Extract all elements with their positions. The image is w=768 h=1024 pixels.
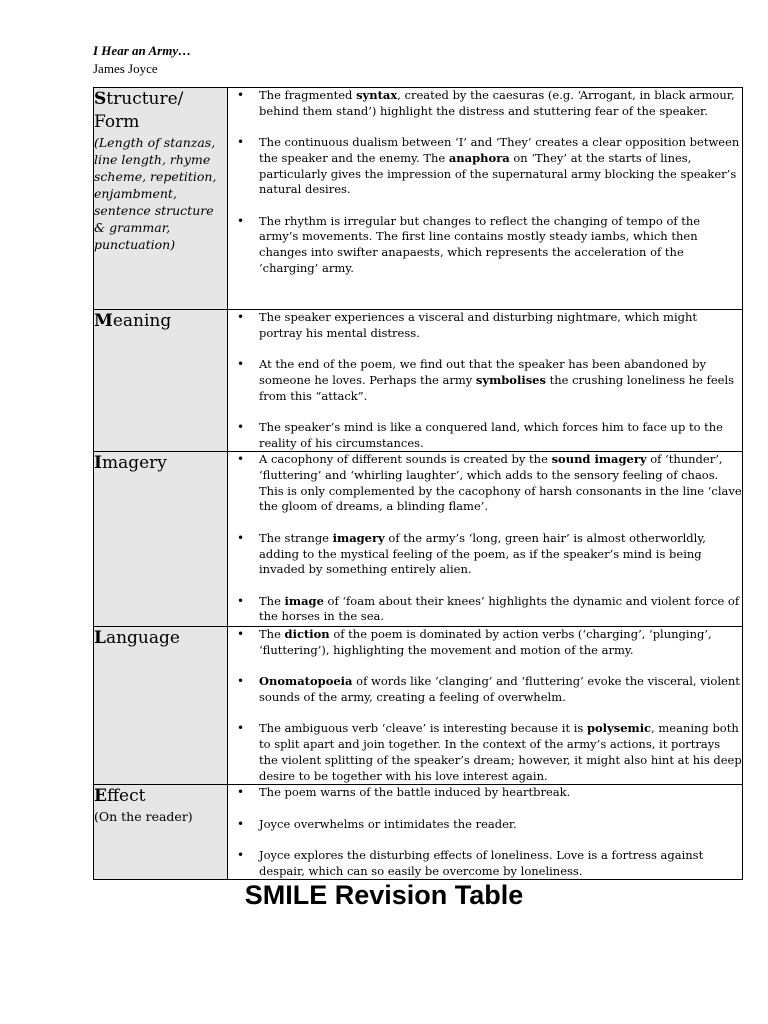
point-keyword: anaphora xyxy=(448,150,510,165)
point-keyword: polysemic xyxy=(586,721,652,736)
point-text: The strange xyxy=(259,530,333,545)
point-text: the crushing loneliness he feels from this “attack”. xyxy=(259,372,735,403)
list-item xyxy=(228,214,742,277)
table-row-imagery xyxy=(94,452,743,627)
label-cell-imagery xyxy=(94,452,228,627)
content-cell-imagery xyxy=(228,452,743,627)
point-text: The xyxy=(259,627,285,642)
label-meaning xyxy=(94,310,227,333)
table-row-structure xyxy=(94,88,743,310)
points-list xyxy=(228,627,742,784)
point-keyword: imagery xyxy=(332,530,385,545)
list-item xyxy=(228,135,742,198)
list-item xyxy=(228,420,742,451)
label-initial: L xyxy=(94,628,106,649)
point-text: of ‘foam about their knees’ highlights the dynamic and violent force of the horses in the sea. xyxy=(259,593,740,624)
table-row-effect xyxy=(94,785,743,880)
point-text: A cacophony of different sounds is created by the xyxy=(259,452,552,467)
poem-author: James Joyce xyxy=(93,61,158,76)
point-text: The continuous dualism between ‘I’ and ‘They’ creates a clear opposition between the speaker and the enemy. The xyxy=(259,135,740,165)
label-cell-structure xyxy=(94,88,228,310)
content-cell-structure xyxy=(228,88,743,310)
point-text: At the end of the poem, we find out that the speaker has been abandoned by someone he loves. Perhaps the army xyxy=(259,357,706,387)
list-item xyxy=(228,357,742,404)
page-title: SMILE Revision Table xyxy=(244,880,524,910)
list-item xyxy=(228,627,742,658)
content-cell-language xyxy=(228,627,743,785)
list-item xyxy=(228,674,742,705)
list-item xyxy=(228,848,742,879)
content-cell-effect xyxy=(228,785,743,880)
list-item xyxy=(228,310,742,341)
point-text: The speaker’s mind is like a conquered land, which forces him to face up to the reality of his circumstances. xyxy=(259,419,723,450)
smile-table xyxy=(93,87,743,880)
label-rest: ffect xyxy=(106,786,146,807)
list-item xyxy=(228,531,742,578)
label-cell-language xyxy=(94,627,228,785)
list-item xyxy=(228,785,742,801)
label-rest: tructure/ xyxy=(106,89,184,109)
label-rest: eaning xyxy=(112,311,172,331)
table-row-meaning xyxy=(94,310,743,452)
label-rest: anguage xyxy=(105,628,180,649)
label-structure-line2: Form xyxy=(94,112,140,132)
point-text: of words like ‘clanging’ and ‘fluttering’ evoke the visceral, violent sounds of the army, creating a feeling of overwhelm. xyxy=(259,674,740,705)
point-text: The rhythm is irregular but changes to reflect the changing of tempo of the army’s movements. The first line contains mostly steady iambs, which then changes into swifter anapaests, which represents the acceleration of the ‘charging’ army. xyxy=(259,213,701,275)
point-text: The ambiguous verb ‘cleave’ is interesting because it is xyxy=(259,721,587,736)
list-item xyxy=(228,721,742,784)
poem-title: I Hear an Army… xyxy=(93,43,192,58)
label-cell-effect xyxy=(94,785,228,880)
label-imagery xyxy=(94,452,227,475)
list-item xyxy=(228,88,742,119)
points-list xyxy=(228,88,742,276)
point-text: Joyce overwhelms or intimidates the reader. xyxy=(259,816,517,831)
point-text: of the poem is dominated by action verbs (‘charging’, ‘plunging’, ‘fluttering’), highlighting the movement and motion of the army. xyxy=(259,627,712,657)
point-text: , meaning both to split apart and join together. In the context of the army’s actions, it portrays the violent splitting of the speaker’s dream; however, it might also hint at his deep desire to be together with his love interest again. xyxy=(259,721,742,783)
label-initial: M xyxy=(94,311,113,331)
point-keyword: symbolises xyxy=(475,372,546,387)
list-item xyxy=(228,452,742,515)
point-keyword: sound imagery xyxy=(551,452,647,467)
point-keyword: syntax xyxy=(356,88,398,102)
label-effect xyxy=(94,785,227,808)
point-text: on ‘They’ at the starts of lines, particularly gives the impression of the supernatural army blocking the speaker’s natural desires. xyxy=(259,150,737,197)
point-text: The poem warns of the battle induced by heartbreak. xyxy=(259,785,571,800)
label-rest: magery xyxy=(101,453,167,474)
label-structure-sub: (Length of stanzas, line length, rhyme scheme, repetition, enjambment, sentence structure & grammar, punctuation) xyxy=(94,135,217,252)
content-cell-meaning xyxy=(228,310,743,452)
label-effect-sub: (On the reader) xyxy=(94,809,193,825)
label-cell-meaning xyxy=(94,310,228,452)
point-text: The fragmented xyxy=(259,88,357,102)
point-text: The speaker experiences a visceral and disturbing nightmare, which might portray his mental distress. xyxy=(259,310,698,340)
list-item xyxy=(228,594,742,625)
poem-header xyxy=(93,42,191,78)
points-list xyxy=(228,310,742,451)
list-item xyxy=(228,817,742,833)
points-list xyxy=(228,785,742,879)
point-text: , created by the caesuras (e.g. ‘Arrogant, in black armour, behind them stand’) highlight the distress and stuttering fear of the speaker. xyxy=(259,88,735,118)
point-text: The xyxy=(259,593,285,608)
label-initial: S xyxy=(94,89,107,109)
label-structure xyxy=(94,88,227,111)
label-initial: E xyxy=(94,786,107,807)
label-initial: I xyxy=(94,453,102,474)
point-keyword: Onomatopoeia xyxy=(259,674,353,689)
point-text: of the army’s ‘long, green hair’ is almost otherworldly, adding to the mystical feeling of the poem, as if the speaker’s mind is being invaded by something entirely alien. xyxy=(259,530,706,577)
label-language xyxy=(94,627,227,650)
table-row-language xyxy=(94,627,743,785)
point-keyword: image xyxy=(284,593,324,608)
point-keyword: diction xyxy=(284,627,330,642)
point-text: Joyce explores the disturbing effects of loneliness. Love is a fortress against despair, which can so easily be overcome by loneliness. xyxy=(259,848,704,878)
points-list xyxy=(228,452,742,625)
point-text: of ‘thunder’, ‘fluttering’ and ‘whirling laughter’, which adds to the sensory feeling of chaos. This is only complemented by the cacophony of harsh consonants in the line ‘clave the gloom of dreams, a blinding flame’. xyxy=(259,452,742,514)
